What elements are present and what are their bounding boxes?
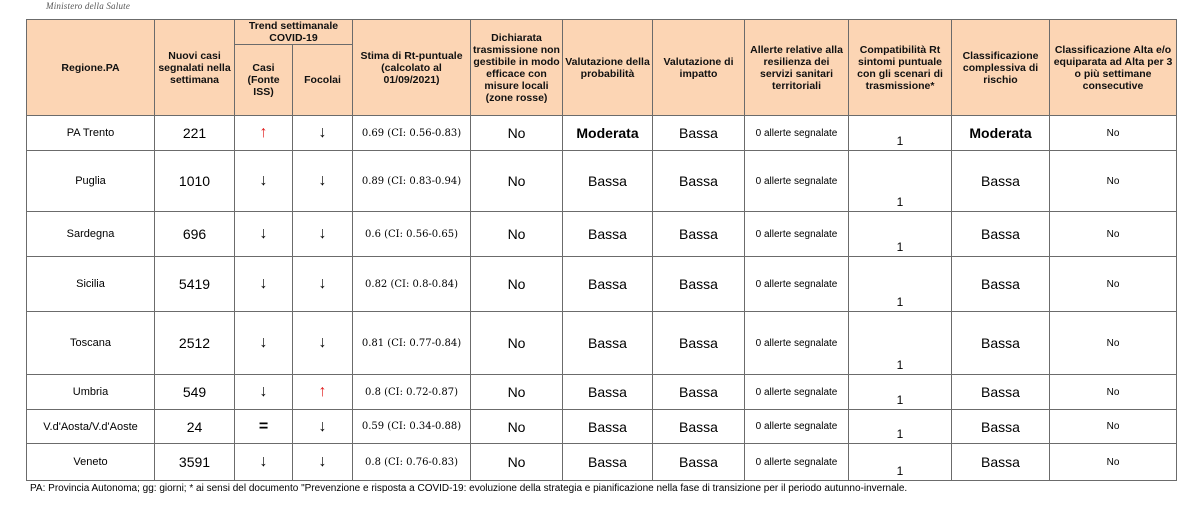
trend-cases-cell <box>235 151 293 212</box>
high-class-cell: No <box>1050 312 1177 375</box>
trend-cases-cell <box>235 375 293 410</box>
col-header-rt: Stima di Rt-puntuale (calcolato al 01/09/2021) <box>353 20 471 116</box>
col-header-classification: Classificazione complessiva di rischio <box>952 20 1050 116</box>
risk-table <box>26 19 1177 481</box>
high-class-cell: No <box>1050 410 1177 444</box>
compat-cell: 1 <box>849 375 952 410</box>
trend-foci-cell <box>293 375 353 410</box>
alerts-cell: 0 allerte segnalate <box>745 257 849 312</box>
declared-cell: No <box>471 444 563 481</box>
probability-cell: Bassa <box>563 257 653 312</box>
compat-cell: 1 <box>849 444 952 481</box>
region-cell: Sicilia <box>27 257 155 312</box>
arrow-down-icon: ↓ <box>259 334 268 351</box>
impact-cell: Bassa <box>653 212 745 257</box>
arrow-down-icon: ↓ <box>259 275 268 292</box>
alerts-cell: 0 allerte segnalate <box>745 212 849 257</box>
region-cell: PA Trento <box>27 116 155 151</box>
compat-cell: 1 <box>849 212 952 257</box>
equal-icon: = <box>258 417 269 435</box>
col-header-high-class: Classificazione Alta e/o equiparata ad Alta per 3 o più settimane consecutive <box>1050 20 1177 116</box>
classification-cell: Moderata <box>952 116 1050 151</box>
declared-cell: No <box>471 410 563 444</box>
trend-cases-cell <box>235 212 293 257</box>
compat-cell: 1 <box>849 151 952 212</box>
col-header-alerts: Allerte relative alla resilienza dei servizi sanitari territoriali <box>745 20 849 116</box>
rt-cell: 0.89 (CI: 0.83-0.94) <box>353 151 471 212</box>
high-class-cell: No <box>1050 444 1177 481</box>
new-cases-cell: 24 <box>155 410 235 444</box>
classification-cell: Bassa <box>952 312 1050 375</box>
table-row <box>27 116 1177 151</box>
arrow-up-icon: ↑ <box>318 383 327 400</box>
compat-cell: 1 <box>849 312 952 375</box>
region-cell: Sardegna <box>27 212 155 257</box>
high-class-cell: No <box>1050 257 1177 312</box>
classification-cell: Bassa <box>952 257 1050 312</box>
classification-cell: Bassa <box>952 151 1050 212</box>
col-header-declared: Dichiarata trasmissione non gestibile in modo efficace con misure locali (zone rosse) <box>471 20 563 116</box>
rt-cell: 0.59 (CI: 0.34-0.88) <box>353 410 471 444</box>
alerts-cell: 0 allerte segnalate <box>745 116 849 151</box>
table-row <box>27 410 1177 444</box>
region-cell: Toscana <box>27 312 155 375</box>
footnote: PA: Provincia Autonoma; gg: giorni; * ai sensi del documento "Prevenzione e risposta a COVID-19: evoluzione della strategia e pianificazione nella fase di transizione per il periodo autunno-invernale. <box>30 483 908 494</box>
rt-cell: 0.8 (CI: 0.76-0.83) <box>353 444 471 481</box>
col-header-new-cases: Nuovi casi segnalati nella settimana <box>155 20 235 116</box>
new-cases-cell: 3591 <box>155 444 235 481</box>
arrow-down-icon: ↓ <box>259 453 268 470</box>
compat-cell: 1 <box>849 410 952 444</box>
rt-cell: 0.82 (CI: 0.8-0.84) <box>353 257 471 312</box>
trend-foci-cell <box>293 444 353 481</box>
new-cases-cell: 2512 <box>155 312 235 375</box>
compat-cell: 1 <box>849 116 952 151</box>
col-header-trend-cases: Casi (Fonte ISS) <box>235 45 293 116</box>
probability-cell: Bassa <box>563 375 653 410</box>
new-cases-cell: 549 <box>155 375 235 410</box>
alerts-cell: 0 allerte segnalate <box>745 312 849 375</box>
new-cases-cell: 696 <box>155 212 235 257</box>
impact-cell: Bassa <box>653 312 745 375</box>
rt-cell: 0.69 (CI: 0.56-0.83) <box>353 116 471 151</box>
trend-cases-cell <box>235 257 293 312</box>
arrow-down-icon: ↓ <box>259 225 268 242</box>
declared-cell: No <box>471 375 563 410</box>
classification-cell: Bassa <box>952 410 1050 444</box>
impact-cell: Bassa <box>653 375 745 410</box>
trend-cases-cell <box>235 410 293 444</box>
new-cases-cell: 221 <box>155 116 235 151</box>
compat-cell: 1 <box>849 257 952 312</box>
col-header-region: Regione.PA <box>27 20 155 116</box>
declared-cell: No <box>471 257 563 312</box>
declared-cell: No <box>471 312 563 375</box>
arrow-down-icon: ↓ <box>318 334 327 351</box>
new-cases-cell: 1010 <box>155 151 235 212</box>
rt-cell: 0.6 (CI: 0.56-0.65) <box>353 212 471 257</box>
col-header-impact: Valutazione di impatto <box>653 20 745 116</box>
arrow-up-icon: ↑ <box>259 124 268 141</box>
declared-cell: No <box>471 151 563 212</box>
trend-foci-cell <box>293 151 353 212</box>
arrow-down-icon: ↓ <box>318 453 327 470</box>
high-class-cell: No <box>1050 212 1177 257</box>
alerts-cell: 0 allerte segnalate <box>745 151 849 212</box>
probability-cell: Bassa <box>563 444 653 481</box>
col-header-compat: Compatibilità Rt sintomi puntuale con gli scenari di trasmissione* <box>849 20 952 116</box>
probability-cell: Moderata <box>563 116 653 151</box>
col-header-probability: Valutazione della probabilità <box>563 20 653 116</box>
impact-cell: Bassa <box>653 151 745 212</box>
arrow-down-icon: ↓ <box>318 124 327 141</box>
table-row <box>27 312 1177 375</box>
arrow-down-icon: ↓ <box>318 275 327 292</box>
probability-cell: Bassa <box>563 212 653 257</box>
impact-cell: Bassa <box>653 116 745 151</box>
alerts-cell: 0 allerte segnalate <box>745 375 849 410</box>
region-cell: Umbria <box>27 375 155 410</box>
trend-foci-cell <box>293 410 353 444</box>
arrow-down-icon: ↓ <box>318 225 327 242</box>
rt-cell: 0.8 (CI: 0.72-0.87) <box>353 375 471 410</box>
alerts-cell: 0 allerte segnalate <box>745 444 849 481</box>
col-header-trend: Trend settimanale COVID-19 <box>235 20 353 45</box>
trend-cases-cell <box>235 444 293 481</box>
trend-foci-cell <box>293 212 353 257</box>
trend-cases-cell <box>235 116 293 151</box>
rt-cell: 0.81 (CI: 0.77-0.84) <box>353 312 471 375</box>
probability-cell: Bassa <box>563 312 653 375</box>
region-cell: V.d'Aosta/V.d'Aoste <box>27 410 155 444</box>
trend-cases-cell <box>235 312 293 375</box>
high-class-cell: No <box>1050 375 1177 410</box>
probability-cell: Bassa <box>563 151 653 212</box>
trend-foci-cell <box>293 257 353 312</box>
alerts-cell: 0 allerte segnalate <box>745 410 849 444</box>
table-row <box>27 375 1177 410</box>
high-class-cell: No <box>1050 116 1177 151</box>
table-row <box>27 151 1177 212</box>
table-body <box>27 116 1177 481</box>
arrow-down-icon: ↓ <box>318 417 327 435</box>
col-header-trend-foci: Focolai <box>293 45 353 116</box>
table-row <box>27 444 1177 481</box>
impact-cell: Bassa <box>653 410 745 444</box>
declared-cell: No <box>471 116 563 151</box>
trend-foci-cell <box>293 312 353 375</box>
ministry-logo-text: Ministero della Salute <box>46 1 131 11</box>
probability-cell: Bassa <box>563 410 653 444</box>
arrow-down-icon: ↓ <box>259 383 268 400</box>
impact-cell: Bassa <box>653 444 745 481</box>
region-cell: Veneto <box>27 444 155 481</box>
new-cases-cell: 5419 <box>155 257 235 312</box>
classification-cell: Bassa <box>952 375 1050 410</box>
arrow-down-icon: ↓ <box>259 172 268 189</box>
classification-cell: Bassa <box>952 212 1050 257</box>
high-class-cell: No <box>1050 151 1177 212</box>
table-row <box>27 212 1177 257</box>
arrow-down-icon: ↓ <box>318 172 327 189</box>
trend-foci-cell <box>293 116 353 151</box>
classification-cell: Bassa <box>952 444 1050 481</box>
declared-cell: No <box>471 212 563 257</box>
table-row <box>27 257 1177 312</box>
region-cell: Puglia <box>27 151 155 212</box>
impact-cell: Bassa <box>653 257 745 312</box>
